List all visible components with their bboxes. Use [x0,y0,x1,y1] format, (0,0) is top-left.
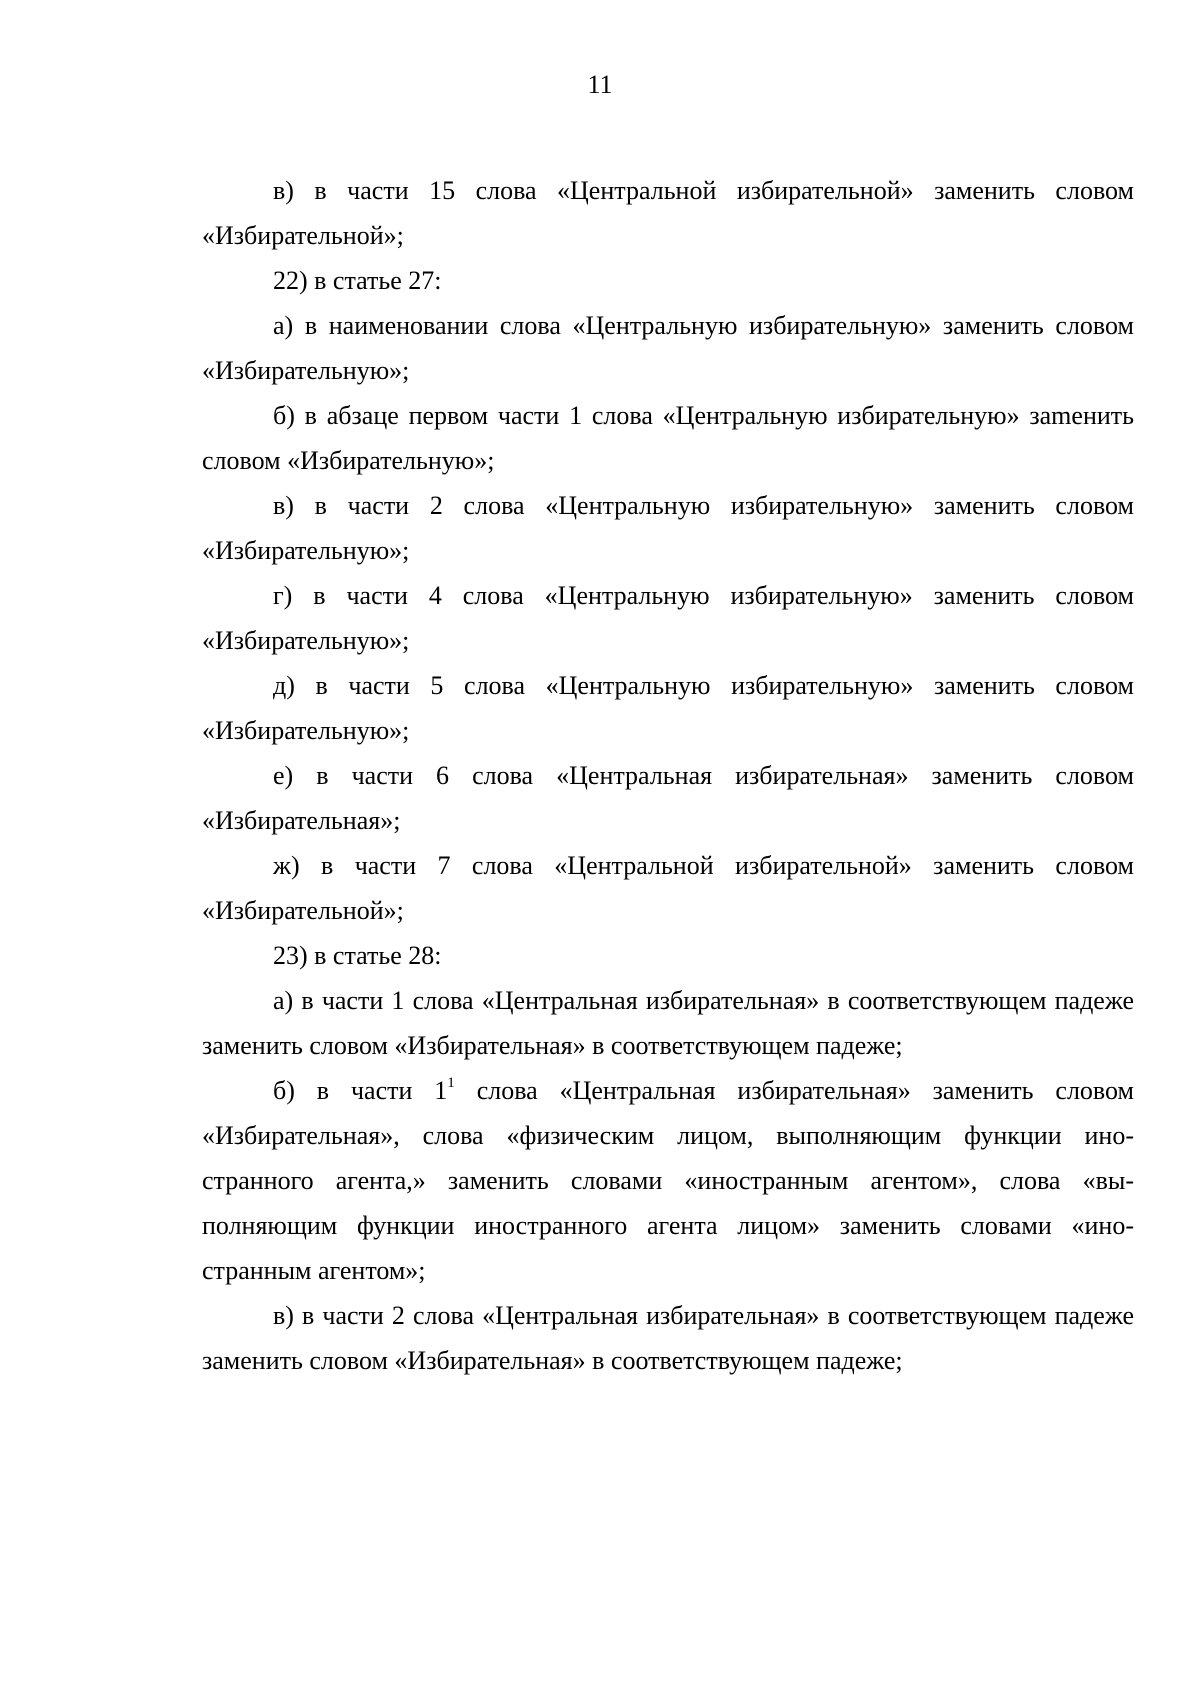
paragraph-12-start: б) в части 1 [273,1076,448,1105]
paragraph-10: 23) в статье 28: [273,941,442,970]
paragraph-9: ж) в части 7 слова «Центральной избирательной» заменить словом «Избирательной»; [202,851,1134,925]
paragraph-4: б) в абзаце первом части 1 слова «Центральную избирательную» заmенить словом «Избирательную»; [202,401,1134,475]
document-body [202,168,1134,1383]
paragraph-8: е) в части 6 слова «Центральная избирательная» заменить словом «Избирательная»; [202,761,1134,835]
paragraph-12-rest: слова «Центральная избирательная» заменить словом «Избирательная», слова «физическим лицом, выполняющим функции иностранного агента,» заменить словами «иностранным агентом», слова «выполняющим функции иностранного агента лицом» заменить словами «иностранным агентом»; [202,1076,1134,1285]
paragraph-6: г) в части 4 слова «Центральную избирательную» заменить словом «Избирательную»; [202,581,1134,655]
paragraph-3: а) в наименовании слова «Центральную избирательную» заменить словом «Избирательную»; [202,311,1134,385]
superscript-1: 1 [447,1075,455,1092]
paragraph-1: в) в части 15 слова «Центральной избирательной» заменить словом «Избирательной»; [202,176,1134,250]
paragraph-2: 22) в статье 27: [273,266,442,295]
paragraph-5: в) в части 2 слова «Центральную избирательную» заменить словом «Избирательную»; [202,491,1134,565]
paragraph-11: а) в части 1 слова «Центральная избирательная» в соответствующем падеже заменить словом «Избирательная» в соответствующем падеже; [202,986,1134,1060]
page-number: 11 [587,70,613,99]
paragraph-13: в) в части 2 слова «Центральная избирательная» в соответствующем падеже заменить словом «Избирательная» в соответствующем падеже; [202,1301,1134,1375]
paragraph-12 [202,1068,1134,1293]
paragraph-7: д) в части 5 слова «Центральную избирательную» заменить словом «Избирательную»; [202,671,1134,745]
